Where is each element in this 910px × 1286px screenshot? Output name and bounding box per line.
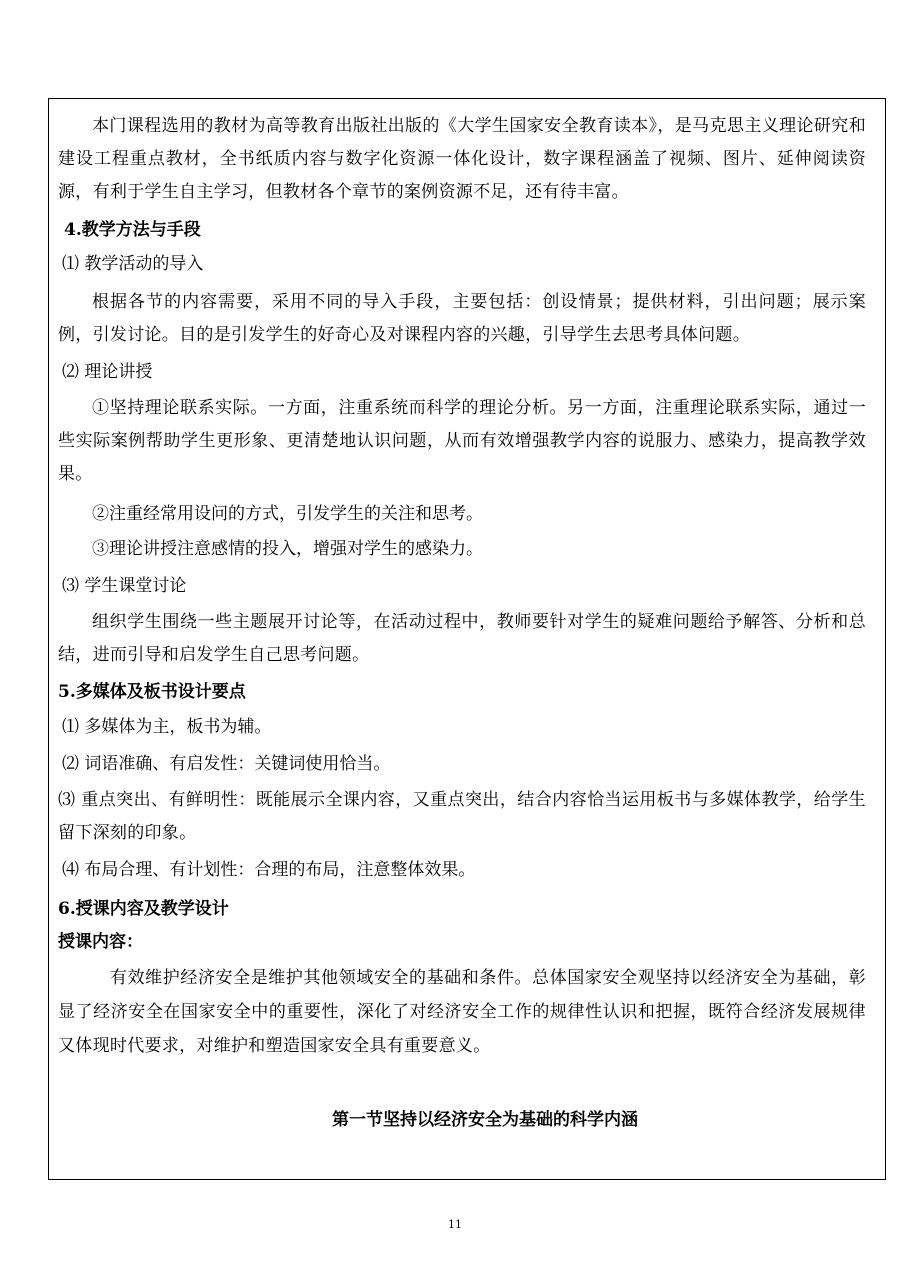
section6-heading: 6.授课内容及教学设计 [58, 899, 229, 919]
section4-heading: 4.教学方法与手段 [64, 220, 201, 240]
section4-sub3-text: 组织学生围绕一些主题展开讨论等，在活动过程中，教师要针对学生的疑难问题给予解答、分析和总结，进而引导和启发学生自己思考问题。 [58, 612, 866, 665]
section5-item2: ⑵ 词语准确、有启发性：关键词使用恰当。 [62, 754, 391, 774]
section5-item1: ⑴ 多媒体为主，板书为辅。 [62, 717, 272, 737]
section4-sub2-item2: ②注重经常用设问的方式，引发学生的关注和思考。 [92, 504, 483, 524]
section-title: 第一节坚持以经济安全为基础的科学内涵 [332, 1110, 638, 1130]
section4-sub1: ⑴ 教学活动的导入 [62, 254, 204, 274]
intro-paragraph: 本门课程选用的教材为高等教育出版社出版的《大学生国家安全教育读本》，是马克思主义理论研究和建设工程重点教材，全书纸质内容与数字化资源一体化设计，数字课程涵盖了视频、图片、延伸阅读资源，有利于学生自主学习，但教材各个章节的案例资源不足，还有待丰富。 [58, 116, 866, 202]
section5-item3: ⑶ 重点突出、有鲜明性：既能展示全课内容，又重点突出，结合内容恰当运用板书与多媒体教学，给学生留下深刻的印象。 [58, 790, 866, 843]
section5-item4: ⑷ 布局合理、有计划性：合理的布局，注意整体效果。 [62, 860, 476, 880]
section4-sub3: ⑶ 学生课堂讨论 [62, 576, 187, 596]
section5-heading: 5.多媒体及板书设计要点 [58, 682, 246, 702]
section4-sub2-item1: ①坚持理论联系实际。一方面，注重系统而科学的理论分析。另一方面，注重理论联系实际，通过一些实际案例帮助学生更形象、更清楚地认识问题，从而有效增强教学内容的说服力、感染力，提高教学效果。 [58, 398, 866, 484]
section4-sub2: ⑵ 理论讲授 [62, 362, 153, 382]
section4-sub2-item3: ③理论讲授注意感情的投入，增强对学生的感染力。 [92, 539, 483, 559]
section6-label: 授课内容： [58, 932, 143, 952]
section6-text: 有效维护经济安全是维护其他领域安全的基础和条件。总体国家安全观坚持以经济安全为基础，彰显了经济安全在国家安全中的重要性，深化了对经济安全工作的规律性认识和把握，既符合经济发展规律又体现时代要求，对维护和塑造国家安全具有重要意义。 [58, 968, 866, 1056]
page-number: 11 [448, 1218, 462, 1231]
section4-sub1-text: 根据各节的内容需要，采用不同的导入手段，主要包括：创设情景；提供材料，引出问题；展示案例，引发讨论。目的是引发学生的好奇心及对课程内容的兴趣，引导学生去思考具体问题。 [58, 292, 866, 345]
